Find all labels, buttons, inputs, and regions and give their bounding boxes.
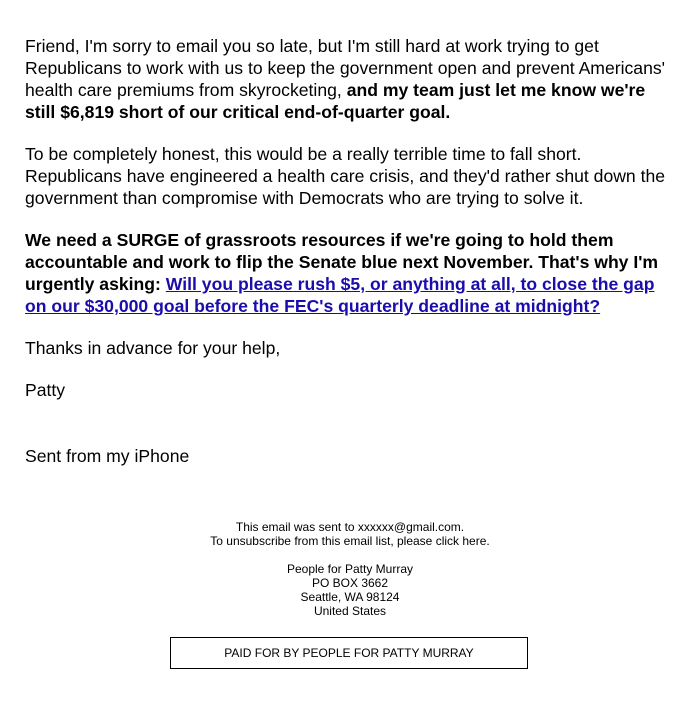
org-name: People for Patty Murray	[286, 562, 414, 576]
unsubscribe-text[interactable]: To unsubscribe from this email list, please click here.	[210, 534, 490, 548]
signature: Patty	[25, 380, 66, 400]
email-body	[25, 35, 680, 487]
country: United States	[313, 604, 387, 618]
po-box: PO BOX 3662	[311, 576, 389, 590]
intro-text: Friend, I'm sorry to email you so late, but I'm still hard at work trying to get Republicans to work with us to keep the government open and prevent Americans' health care premiums from skyrocketing,	[25, 36, 666, 100]
sent-from-text: Sent from my iPhone	[25, 446, 190, 466]
email-footer	[0, 520, 700, 618]
sent-to-text: This email was sent to xxxxxx@gmail.com.	[235, 520, 465, 534]
paragraph-intro	[25, 35, 680, 123]
paragraph-ask	[25, 229, 680, 317]
paragraph-honest: To be completely honest, this would be a really terrible time to fall short. Republicans have engineered a health care crisis, and they'd rather shut down the government than compromise with Democrats who are trying to solve it.	[25, 144, 666, 208]
paragraph-thanks: Thanks in advance for your help,	[25, 338, 281, 358]
paid-for-disclaimer: PAID FOR BY PEOPLE FOR PATTY MURRAY	[170, 637, 528, 669]
donate-link[interactable]: Will you please rush $5, or anything at all, to close the gap on our $30,000 goal before the FEC's quarterly deadline at midnight?	[25, 274, 655, 316]
city-line: Seattle, WA 98124	[300, 590, 400, 604]
ask-bold-text: We need a SURGE of grassroots resources if we're going to hold them accountable and work to flip the Senate blue next November. That's why I'm urgently asking:	[25, 230, 659, 294]
mailing-address	[0, 562, 700, 618]
intro-bold-text: and my team just let me know we're still $6,819 short of our critical end-of-quarter goal.	[25, 80, 646, 122]
